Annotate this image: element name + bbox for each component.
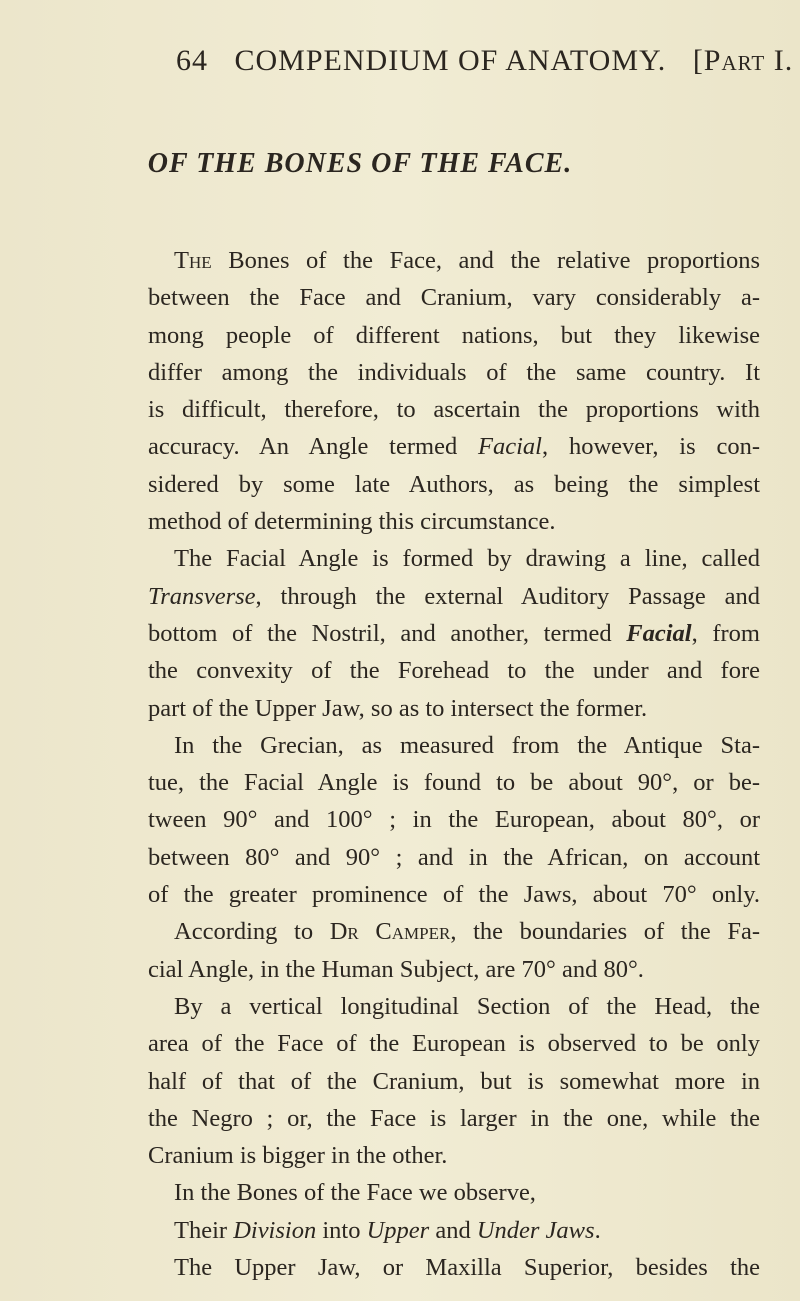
text-line: accuracy. An Angle termed Facial, however, is con- bbox=[148, 433, 760, 461]
text-line: the convexity of the Forehead to the under and fore bbox=[148, 657, 760, 685]
text-line: part of the Upper Jaw, so as to intersect the former. bbox=[148, 694, 648, 722]
text-line: the Negro ; or, the Face is larger in the one, while the bbox=[148, 1104, 760, 1132]
text-line: area of the Face of the European is observed to be only bbox=[148, 1030, 760, 1058]
running-title: COMPENDIUM OF ANATOMY. bbox=[234, 44, 667, 77]
text-line: tween 90° and 100° ; in the European, about 80°, or bbox=[148, 806, 760, 834]
text-line: of the greater prominence of the Jaws, about 70° only. bbox=[148, 881, 760, 909]
text-line: between 80° and 90° ; and in the African, on account bbox=[148, 843, 760, 871]
part-label: [Part I. bbox=[692, 44, 794, 77]
text-line: mong people of different nations, but they likewise bbox=[148, 321, 760, 349]
text-line: cial Angle, in the Human Subject, are 70° and 80°. bbox=[148, 955, 644, 983]
text-line: tue, the Facial Angle is found to be about 90°, or be- bbox=[148, 769, 760, 797]
section-title: OF THE BONES OF THE FACE. bbox=[147, 148, 573, 179]
text-line: is difficult, therefore, to ascertain the proportions with bbox=[148, 396, 760, 424]
text-line: between the Face and Cranium, vary considerably a- bbox=[148, 284, 760, 312]
page-number: 64 bbox=[176, 44, 208, 77]
text-line: bottom of the Nostril, and another, termed Facial, from bbox=[148, 619, 760, 647]
text-line: The Facial Angle is formed by drawing a line, called bbox=[174, 545, 760, 573]
text-line: According to Dr Camper, the boundaries of the Fa- bbox=[174, 918, 760, 946]
text-line: In the Grecian, as measured from the Antique Sta- bbox=[174, 731, 760, 759]
running-header bbox=[176, 44, 800, 78]
text-line: Their Division into Upper and Under Jaws. bbox=[174, 1216, 601, 1244]
text-line: Cranium is bigger in the other. bbox=[148, 1142, 448, 1170]
text-line: half of that of the Cranium, but is somewhat more in bbox=[148, 1067, 760, 1095]
text-line: In the Bones of the Face we observe, bbox=[174, 1179, 536, 1207]
text-line: differ among the individuals of the same country. It bbox=[148, 358, 760, 386]
body-text bbox=[148, 242, 760, 1286]
text-line: By a vertical longitudinal Section of the Head, the bbox=[174, 992, 760, 1020]
text-line: method of determining this circumstance. bbox=[148, 508, 556, 536]
text-line: The Upper Jaw, or Maxilla Superior, besides the bbox=[174, 1254, 760, 1282]
text-line: Transverse, through the external Auditory Passage and bbox=[148, 582, 760, 610]
text-line: The Bones of the Face, and the relative proportions bbox=[174, 247, 760, 274]
text-line: sidered by some late Authors, as being the simplest bbox=[148, 470, 760, 498]
